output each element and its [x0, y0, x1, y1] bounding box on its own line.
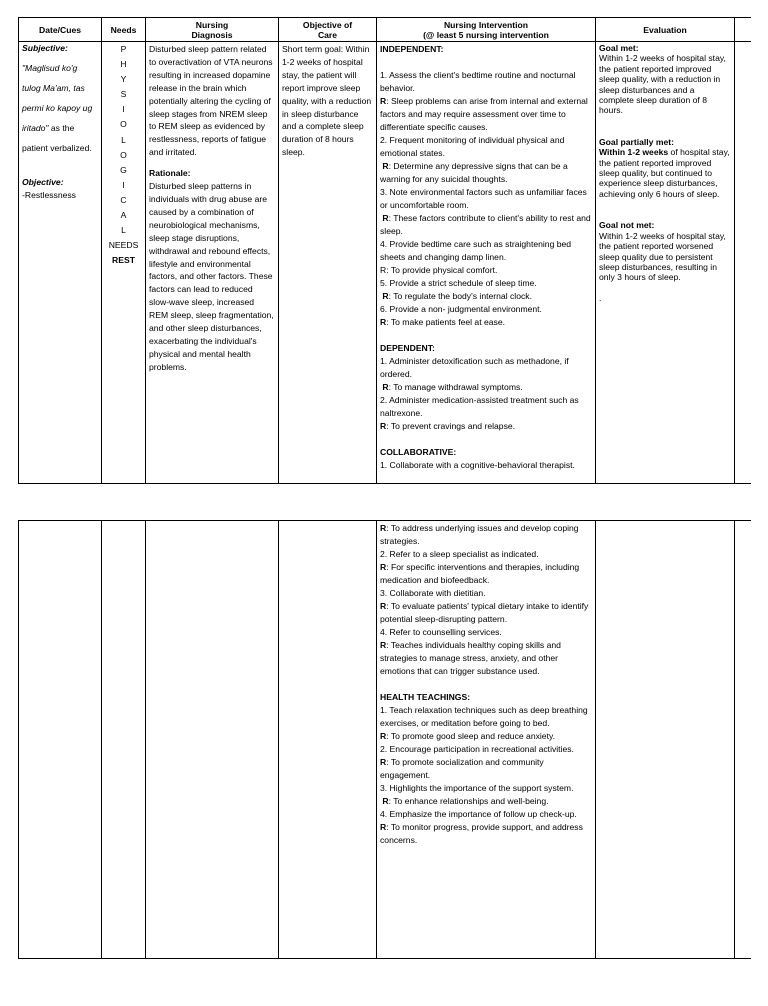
- rest-word: REST: [112, 255, 135, 266]
- dependent-label: DEPENDENT:: [380, 343, 435, 353]
- needs-word: NEEDS: [108, 240, 139, 251]
- subjective-quote: "Maglisud ko'g tulog Ma'am, tas permi ko kapoy ug iritado" as the patient verbalized.: [22, 63, 93, 153]
- diagnosis-cell: [146, 42, 279, 484]
- independent-label: INDEPENDENT:: [380, 44, 444, 54]
- header-objective: Objective of Care: [279, 18, 377, 42]
- header-diagnosis: Nursing Diagnosis: [146, 18, 279, 42]
- header-row: [19, 18, 751, 42]
- rationale-text: Disturbed sleep patterns in individuals with drug abuse are caused by a combination of neurobiological mechanisms, sleep stage disruptions, withdrawal and rebound effects, lifestyle and environmental factors, and other factors. These factors can lead to reduced slow-wave sleep, increased REM sleep, sleep fragmentation, and other sleep disturbances, exacerbating the individual's physical and mental health problems.: [149, 181, 274, 372]
- objective-text: Short term goal: Within 1-2 weeks of hospital stay, the patient will report improve sleep quality, with a reduction in sleep disturbance and a complete sleep duration of 8 hours sleep.: [282, 44, 372, 158]
- goal-met-label: Goal met:: [599, 43, 639, 53]
- header-cues: Date/Cues: [19, 18, 102, 42]
- objective-cue: -Restlessness: [22, 190, 76, 200]
- evaluation-cell: Goal met: Within 1-2 weeks of hospital stay, the patient reported improved sleep quality, with a reduction in sleep disturbances and a complete sleep duration of 8 hours. Goal partially met: Within 1-2 weeks of hospital stay, the patient reported improved sleep quality, but continued to experience sleep disturbances, achieving only 6 hours of sleep. Goal not met: Within 1-2 weeks of hospital stay, the patient reported worsened sleep quality due to persistent sleep disturbances, resulting in only 3 hours of sleep. .: [596, 42, 735, 484]
- needs-cell: P H Y S I O L O G I C A L NEEDS REST: [102, 42, 146, 484]
- header-needs: Needs: [102, 18, 146, 42]
- collaborative-label: COLLABORATIVE:: [380, 447, 457, 457]
- nursing-care-plan-table: [18, 17, 751, 484]
- objective-label: Objective:: [22, 177, 64, 187]
- nursing-care-plan-table-continued: [18, 520, 751, 959]
- content-row: [19, 521, 751, 959]
- content-row: [19, 42, 751, 484]
- intervention-cell-continued: R: To address underlying issues and develop coping strategies. 2. Refer to a sleep specialist as indicated. R: For specific interventions and therapies, including medication and biofeedback. 3. Collaborate with dietitian. R: To evaluate patients' typical dietary intake to identify potential sleep-disrupting pattern. 4. Refer to counselling services. R: Teaches individuals healthy coping skills and strategies to manage stress, anxiety, and other emotions that can trigger substance used. HEALTH TEACHINGS: 1. Teach relaxation techniques such as deep breathing exercises, or meditation before going to bed. R: To promote good sleep and reduce anxiety. 2. Encourage participation in recreational activities. R: To promote socialization and community engagement. 3. Highlights the importance of the support system. R: To enhance relationships and well-being. 4. Emphasize the importance of follow up check-up. R: To monitor progress, provide support, and address concerns.: [377, 521, 596, 959]
- cues-cell: [19, 42, 102, 484]
- intervention-cell: INDEPENDENT: 1. Assess the client's bedtime routine and nocturnal behavior. R: Sleep problems can arise from internal and external factors and may require assessment over time to differentiate specific causes. 2. Frequent monitoring of individual physical and emotional states. R: Determine any depressive signs that can be a warning for any suicidal thoughts. 3. Note environmental factors such as unfamiliar faces or uncomfortable room. R: These factors contribute to client's ability to rest and sleep. 4. Provide bedtime care such as straightening bed sheets and changing damp linen. R: To provide physical comfort. 5. Provide a strict schedule of sleep time. R: To regulate the body's internal clock. 6. Provide a non- judgmental environment. R: To make patients feel at ease. DEPENDENT: 1. Administer detoxification such as methadone, if ordered. R: To manage withdrawal symptoms. 2. Administer medication-assisted treatment such as naltrexone. R: To prevent cravings and relapse. COLLABORATIVE: 1. Collaborate with a cognitive-behavioral therapist.: [377, 42, 596, 484]
- header-intervention: Nursing Intervention (@ least 5 nursing intervention: [377, 18, 596, 42]
- objective-cell: [279, 42, 377, 484]
- goal-not-met-label: Goal not met:: [599, 220, 655, 231]
- rationale-label: Rationale:: [149, 168, 191, 179]
- care-plan-page-2: [18, 520, 750, 959]
- subjective-label: Subjective:: [22, 43, 68, 53]
- care-plan-page-1: [18, 17, 750, 484]
- goal-partial-label: Goal partially met:: [599, 136, 674, 147]
- header-evaluation: Evaluation: [596, 18, 735, 42]
- diagnosis-text: Disturbed sleep pattern related to overactivation of VTA neurons resulting in increased dopamine release in the brain which potentially altering the cycling of sleep stages from NREM sleep to REM sleep as evidenced by restlessness, reports of fatigue and irritated.: [149, 44, 273, 158]
- health-teachings-label: HEALTH TEACHINGS:: [380, 692, 471, 702]
